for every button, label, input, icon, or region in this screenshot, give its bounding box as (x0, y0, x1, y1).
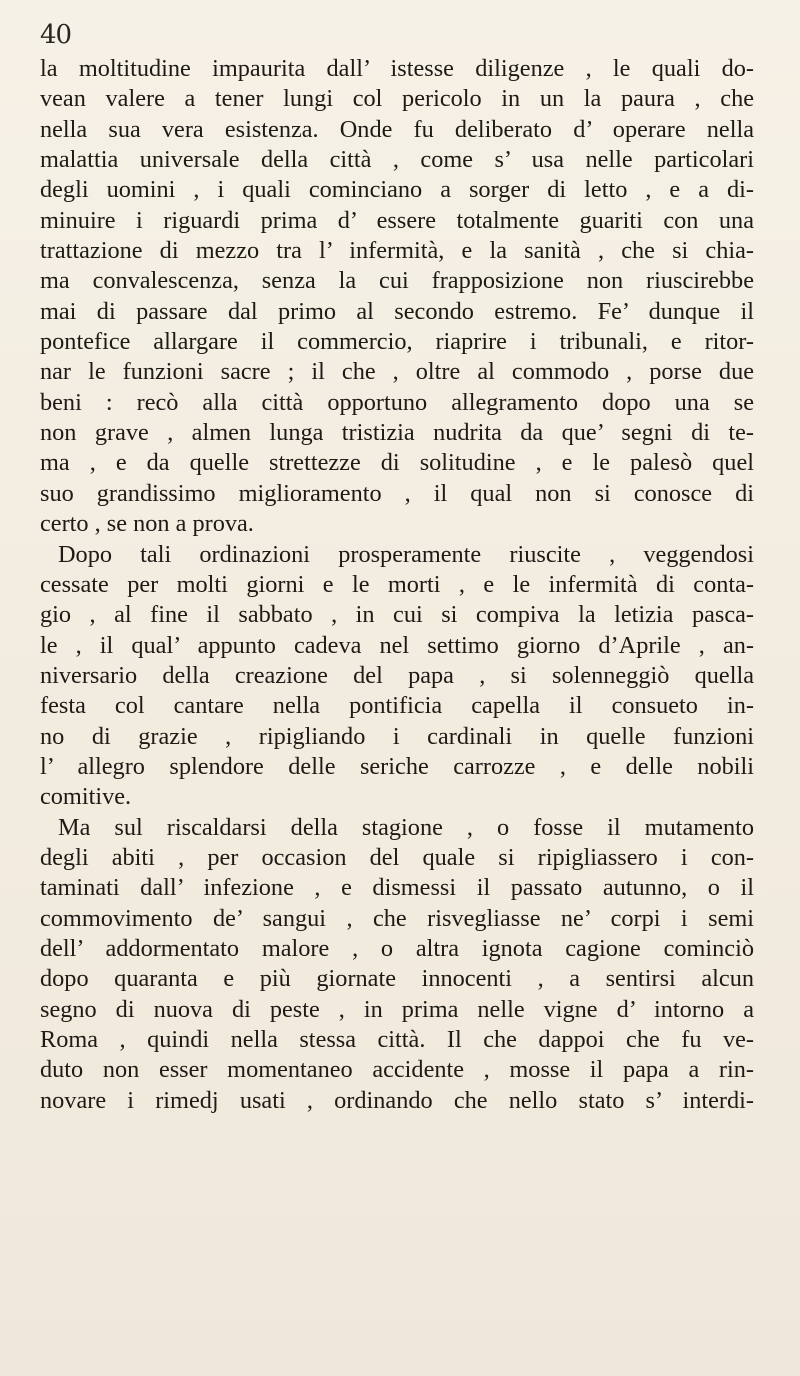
text-line: non grave , almen lunga tristizia nudrita da que’ segni di te- (40, 419, 754, 447)
text-line: beni : recò alla città opportuno allegramento dopo una se (40, 388, 754, 416)
text-line: comitive. (40, 783, 132, 811)
text-line: segno di nuova di peste , in prima nelle vigne d’ intorno a (40, 995, 754, 1023)
text-line: duto non esser momentaneo accidente , mosse il papa a rin- (40, 1056, 754, 1084)
text-line: nella sua vera esistenza. Onde fu deliberato d’ operare nella (40, 115, 754, 143)
text-line: vean valere a tener lungi col pericolo in un la paura , che (40, 85, 754, 113)
text-line: dell’ addormentato malore , o altra ignota cagione cominciò (40, 934, 754, 962)
body-text (40, 54, 754, 1116)
text-line: la moltitudine impaurita dall’ istesse diligenze , le quali do- (40, 55, 754, 82)
text-line: no di grazie , ripigliando i cardinali in quelle funzioni (40, 722, 754, 750)
text-line: malattia universale della città , come s’ usa nelle particolari (40, 146, 754, 174)
text-line: degli abiti , per occasion del quale si ripigliassero i con- (40, 843, 754, 871)
text-line: Ma sul riscaldarsi della stagione , o fosse il mutamento (58, 813, 754, 841)
page-number: 40 (40, 20, 72, 50)
text-line: pontefice allargare il commercio, riaprire i tribunali, e ritor- (40, 328, 754, 356)
text-line: minuire i riguardi prima d’ essere totalmente guariti con una (40, 206, 754, 234)
text-line: mai di passare dal primo al secondo estremo. Fe’ dunque il (40, 297, 754, 325)
text-line: novare i rimedj usati , ordinando che nello stato s’ interdi- (40, 1086, 754, 1114)
text-line: festa col cantare nella pontificia capella il consueto in- (40, 692, 754, 720)
text-line: taminati dall’ infezione , e dismessi il passato autunno, o il (40, 874, 754, 902)
text-line: cessate per molti giorni e le morti , e le infermità di conta- (40, 570, 754, 598)
text-line: degli uomini , i quali cominciano a sorger di letto , e a di- (40, 176, 754, 204)
text-line: trattazione di mezzo tra l’ infermità, e la sanità , che si chia- (40, 237, 754, 265)
text-line: le , il qual’ appunto cadeva nel settimo giorno d’Aprile , an- (40, 631, 754, 659)
text-line: suo grandissimo miglioramento , il qual non si conosce di (40, 479, 754, 507)
text-line: niversario della creazione del papa , si solenneggiò quella (40, 661, 754, 689)
text-line: dopo quaranta e più giornate innocenti , a sentirsi alcun (40, 965, 754, 993)
text-line: certo , se non a prova. (40, 510, 254, 538)
text-line: l’ allegro splendore delle seriche carrozze , e delle nobili (40, 752, 754, 780)
text-line: Dopo tali ordinazioni prosperamente riuscite , veggendosi (58, 540, 754, 568)
text-line: ma convalescenza, senza la cui frapposizione non riuscirebbe (40, 267, 754, 295)
text-line: gio , al fine il sabbato , in cui si compiva la letizia pasca- (40, 601, 754, 629)
text-line: ma , e da quelle strettezze di solitudine , e le palesò quel (40, 449, 754, 477)
text-line: commovimento de’ sangui , che risvegliasse ne’ corpi i semi (40, 904, 754, 932)
text-line: nar le funzioni sacre ; il che , oltre al commodo , porse due (40, 358, 754, 386)
text-line: Roma , quindi nella stessa città. Il che dappoi che fu ve- (40, 1026, 754, 1053)
